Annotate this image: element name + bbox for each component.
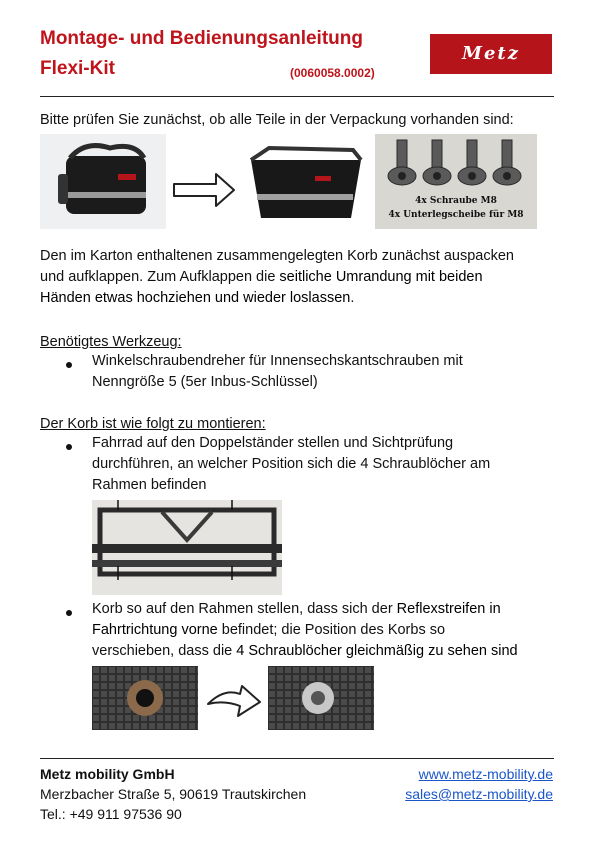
bike-frame-photo: [92, 500, 282, 595]
step-2-line-1: [92, 599, 554, 620]
mount-step-2: [92, 599, 554, 662]
tools-heading: Benötigtes Werkzeug:: [40, 334, 182, 350]
unpack-line-2: [40, 267, 555, 288]
step-1-line-1: Fahrrad auf den Doppelständer stellen und Sichtprüfung: [92, 435, 454, 451]
step-2-line-3: [92, 641, 554, 662]
mount-step-1: [92, 433, 490, 496]
step-1-line-2: durchführen, an welcher Position sich die 4 Schraublöcher am: [92, 456, 491, 472]
unpack-line-3: [40, 288, 555, 309]
unpack-line-1: Den im Karton enthaltenen zusammengelegten Korb zunächst auspacken: [40, 248, 514, 264]
unpack-paragraph: [40, 246, 555, 309]
company-phone: Tel.: +49 911 97536 90: [40, 806, 182, 822]
document-title: Montage- und Bedienungsanleitung: [40, 28, 363, 49]
step-2-emphasis-2: Fahrtrichtung vorne: [92, 622, 218, 638]
intro-text: Bitte prüfen Sie zunächst, ob alle Teile in der Verpackung vorhanden sind:: [40, 112, 514, 128]
step-2-text-3: verschieben, dass die: [92, 643, 237, 659]
bullet: [66, 362, 72, 368]
screws-label-2: 4x Unterlegscheibe für M8: [388, 210, 524, 220]
step-2-emphasis: Reflexstreifen in: [396, 601, 501, 617]
step-2-text: Korb so auf den Rahmen stellen, dass sich der: [92, 601, 397, 617]
company-name: Metz mobility GmbH: [40, 766, 175, 782]
tools-item-line-2: Nenngröße 5 (5er Inbus-Schlüssel): [92, 374, 318, 390]
logo-text: Metz: [462, 43, 520, 64]
metz-logo: [430, 34, 552, 74]
screws-label-1: 4x Schraube M8: [415, 196, 497, 206]
email-link[interactable]: sales@metz-mobility.de: [405, 786, 553, 802]
website-link[interactable]: www.metz-mobility.de: [418, 766, 553, 782]
unpack-emphasis: seitliche Umrandung mit beiden: [279, 269, 483, 285]
bullet: [66, 444, 72, 450]
step-1-line-3: Rahmen befinden: [92, 477, 207, 493]
bullet: [66, 610, 72, 616]
screw-installed-photo: [268, 666, 374, 730]
step-2-line-2: [92, 620, 554, 641]
arrow-right-icon: [172, 168, 238, 212]
unfolded-basket-photo: [243, 140, 369, 225]
unpack-period: .: [350, 290, 355, 306]
unpack-emphasis-2: Händen etwas hochziehen und wieder loslassen: [40, 290, 351, 306]
document-number: (0060058.0002): [290, 66, 375, 80]
step-2-emphasis-3: 4 Schraublöcher gleichmäßig zu sehen sind: [236, 643, 518, 659]
screws-photo: [375, 134, 537, 229]
screw-hole-photo: [92, 666, 198, 730]
footer-divider: [40, 758, 554, 759]
step-2-text-2: befindet; die Position des Korbs so: [217, 622, 446, 638]
company-address: Merzbacher Straße 5, 90619 Trautskirchen: [40, 786, 307, 802]
tools-item: [92, 351, 463, 393]
arrow-right-icon: [206, 682, 264, 722]
mount-heading: Der Korb ist wie folgt zu montieren:: [40, 416, 266, 432]
unpack-text: und aufklappen. Zum Aufklappen die: [40, 269, 280, 285]
product-name: Flexi-Kit: [40, 58, 115, 79]
tools-item-line-1: Winkelschraubendreher für Innensechskantschrauben mit: [92, 353, 463, 369]
folded-basket-photo: [40, 134, 166, 229]
header-divider: [40, 96, 554, 97]
